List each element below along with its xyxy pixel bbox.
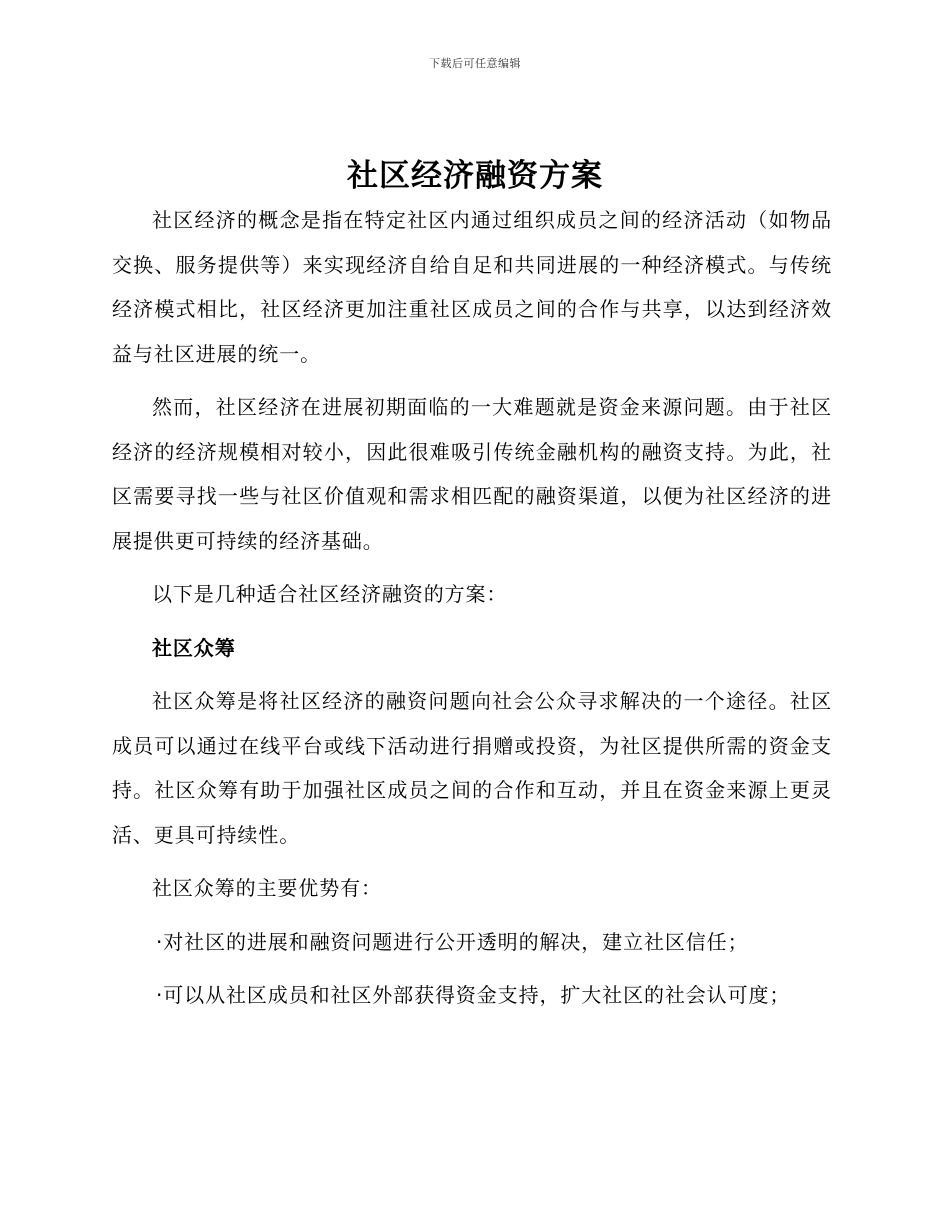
list-item — [112, 973, 832, 1018]
bullet-icon: · — [156, 983, 164, 1007]
header-note: 下载后可任意编辑 — [429, 57, 521, 70]
section-heading: 社区众筹 — [152, 635, 236, 660]
paragraph-funding-problem: 然而，社区经济在进展初期面临的一大难题就是资金来源问题。由于社区经济的经济规模相对较小，因此很难吸引传统金融机构的融资支持。为此，社区需要寻找一些与社区价值观和需求相匹配的融资渠道，以便为社区经济的进展提供更可持续的经济基础。 — [112, 395, 832, 553]
paragraph-intro: 社区经济的概念是指在特定社区内通过组织成员之间的经济活动（如物品交换、服务提供等）来实现经济自给自足和共同进展的一种经济模式。与传统经济模式相比，社区经济更加注重社区成员之间的合作与共享，以达到经济效益与社区进展的统一。 — [112, 208, 832, 366]
list-item-text: 对社区的进展和融资问题进行公开透明的解决，建立社区信任； — [163, 929, 749, 954]
document-title: 社区经济融资方案 — [347, 158, 603, 194]
document-body — [112, 198, 832, 1027]
list-item-text: 可以从社区成员和社区外部获得资金支持，扩大社区的社会认可度； — [163, 983, 791, 1007]
paragraph-advantages-intro: 社区众筹的主要优势有： — [152, 876, 382, 900]
paragraph-options-intro: 以下是几种适合社区经济融资的方案： — [152, 582, 508, 606]
list-item — [112, 920, 832, 965]
paragraph-crowdfunding: 社区众筹是将社区经济的融资问题向社会公众寻求解决的一个途径。社区成员可以通过在线平台或线下活动进行捐赠或投资，为社区提供所需的资金支持。社区众筹有助于加强社区成员之间的合作和互动，并且在资金来源上更灵活、更具可持续性。 — [112, 689, 832, 847]
bullet-icon: · — [156, 929, 164, 954]
